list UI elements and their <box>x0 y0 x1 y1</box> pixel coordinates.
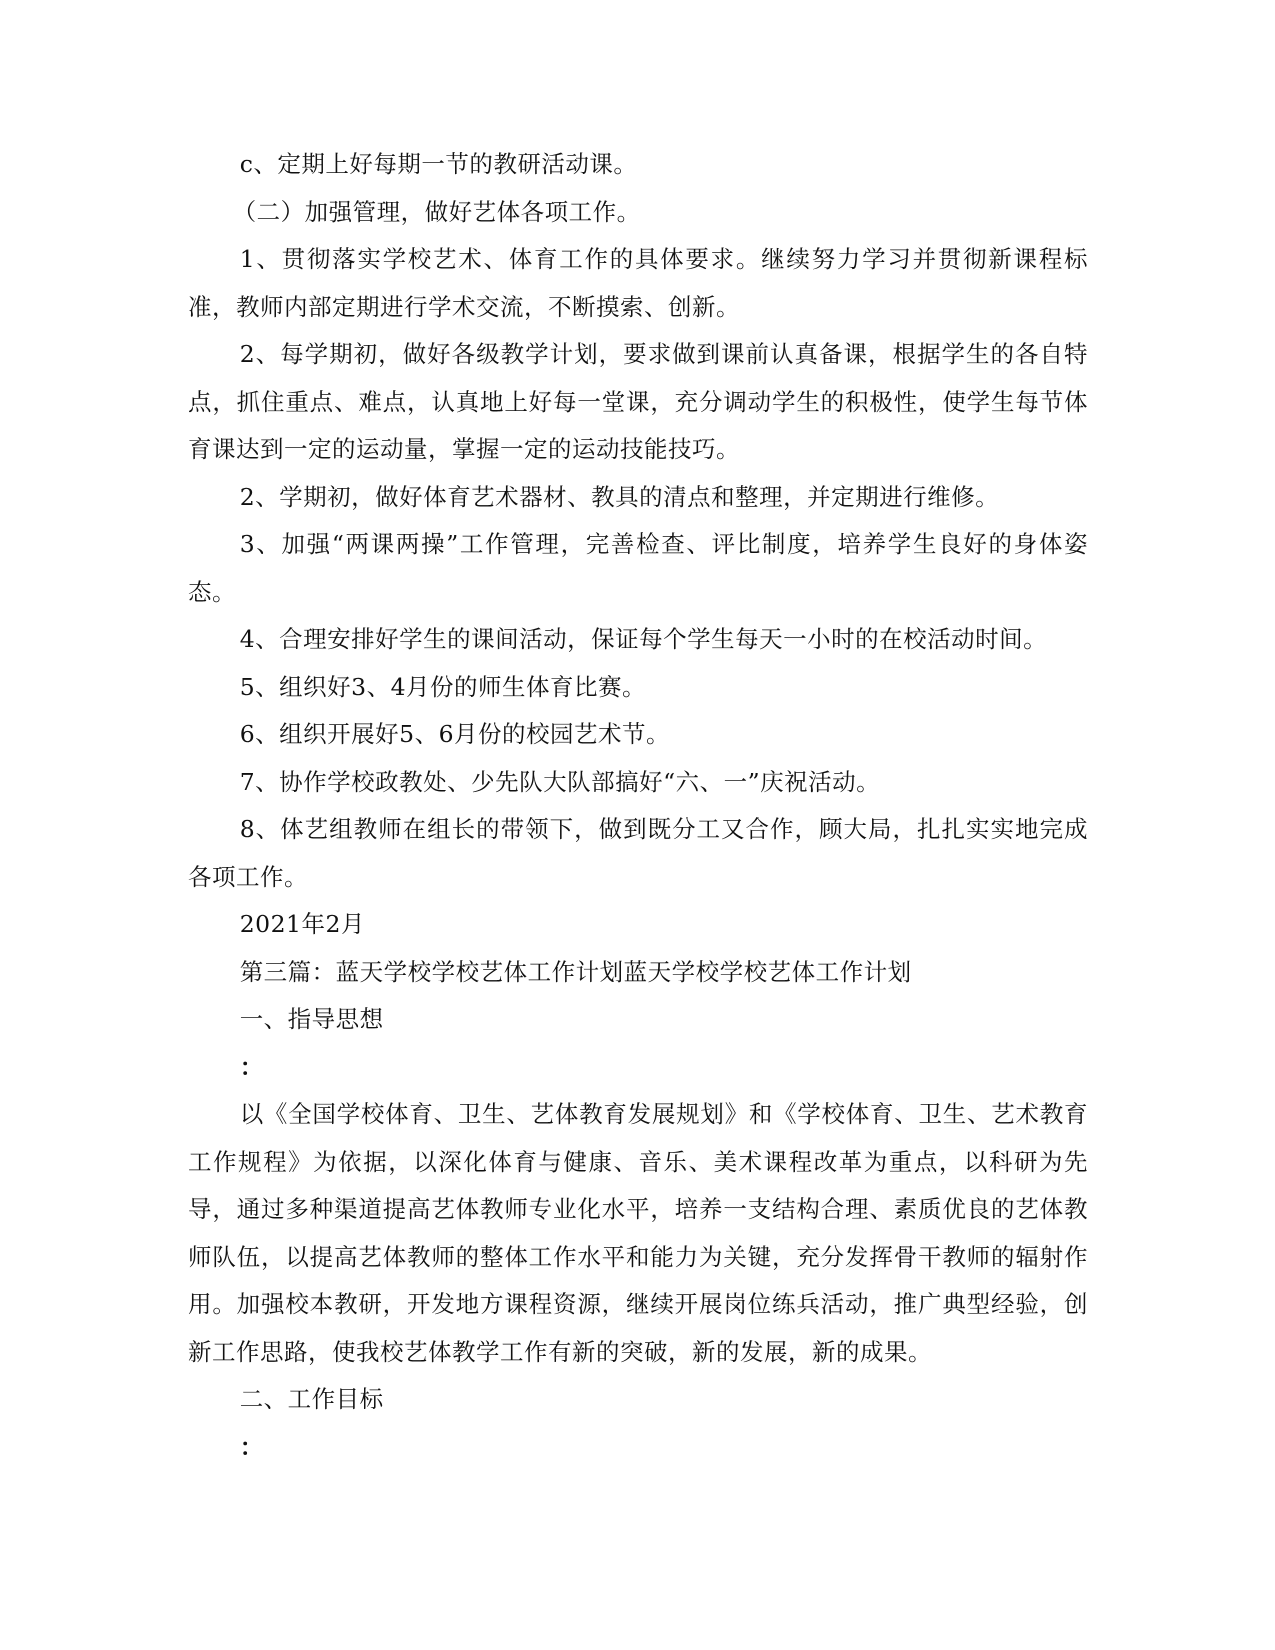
paragraph-item-8: 8、体艺组教师在组长的带领下，做到既分工又合作，顾大局，扎扎实实地完成各项工作。 <box>188 815 1088 891</box>
date-line: 2021年2月 <box>239 910 365 938</box>
paragraph-item-5: 5、组织好3、4月份的师生体育比赛。 <box>239 672 647 701</box>
paragraph-item-3: 3、加强“两课两操”工作管理，完善检查、评比制度，培养学生良好的身体姿态。 <box>188 530 1088 606</box>
paragraph-item-2b: 2、学期初，做好体育艺术器材、教具的清点和整理，并定期进行维修。 <box>239 482 1000 511</box>
colon-line-2: ： <box>239 1432 264 1461</box>
section-heading-guiding-ideology: 一、指导思想 <box>239 1005 384 1033</box>
paragraph-guiding-ideology: 以《全国学校体育、卫生、艺体教育发展规划》和《学校体育、卫生、艺术教育工作规程》为依据，以深化体育与健康、音乐、美术课程改革为重点，以科研为先导，通过多种渠道提高艺体教师专业化水平，培养一支结构合理、素质优良的艺体教师队伍，以提高艺体教师的整体工作水平和能力为关键，充分发挥骨干教师的辐射作用。加强校本教研，开发地方课程资源，继续开展岗位练兵活动，推广典型经验，创新工作思路，使我校艺体教学工作有新的突破，新的发展，新的成果。 <box>188 1100 1088 1366</box>
paragraph-item-2a: 2、每学期初，做好各级教学计划，要求做到课前认真备课，根据学生的各自特点，抓住重点、难点，认真地上好每一堂课，充分调动学生的积极性，使学生每节体育课达到一定的运动量，掌握一定的运动技能技巧。 <box>188 340 1088 463</box>
paragraph-c-item: c、定期上好每期一节的教研活动课。 <box>239 150 638 178</box>
paragraph-item-7: 7、协作学校政教处、少先队大队部搞好“六、一”庆祝活动。 <box>239 767 881 796</box>
paragraph-item-6: 6、组织开展好5、6月份的校园艺术节。 <box>239 720 671 748</box>
document-body <box>188 141 1088 1471</box>
section-heading-two: （二）加强管理，做好艺体各项工作。 <box>232 197 641 226</box>
chapter-title: 第三篇：蓝天学校学校艺体工作计划蓝天学校学校艺体工作计划 <box>239 957 912 986</box>
paragraph-item-1: 1、贯彻落实学校艺术、体育工作的具体要求。继续努力学习并贯彻新课程标准，教师内部定期进行学术交流，不断摸索、创新。 <box>188 245 1088 321</box>
colon-line-1: ： <box>239 1052 264 1081</box>
paragraph-item-4: 4、合理安排好学生的课间活动，保证每个学生每天一小时的在校活动时间。 <box>239 625 1048 653</box>
section-heading-work-goals: 二、工作目标 <box>239 1385 384 1413</box>
